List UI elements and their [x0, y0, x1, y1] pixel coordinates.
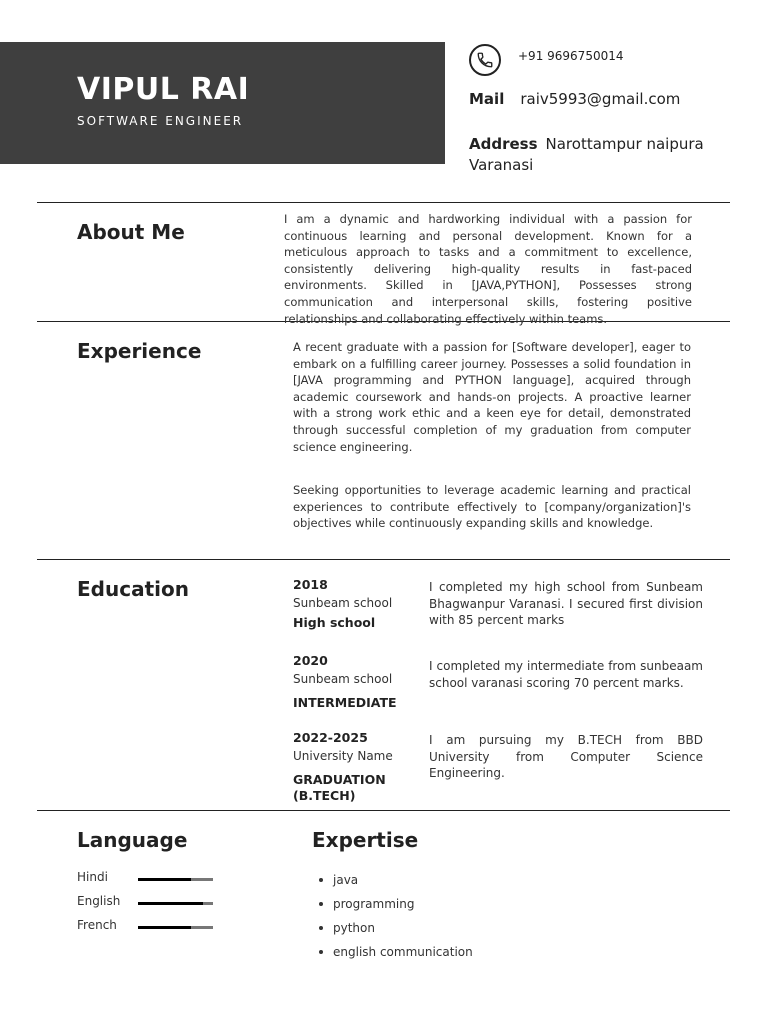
edu-school: Sunbeam school	[293, 672, 393, 686]
edu-year: 2020	[293, 653, 328, 668]
address-value: Narottampur naipura Varanasi	[469, 135, 704, 174]
language-level-fill	[138, 902, 203, 905]
candidate-name: VIPUL RAI	[77, 72, 250, 107]
phone-icon	[469, 44, 501, 76]
expertise-item: python	[333, 921, 375, 935]
expertise-item: english communication	[333, 945, 473, 959]
job-title: SOFTWARE ENGINEER	[77, 114, 244, 128]
bullet-icon	[319, 902, 323, 906]
edu-year: 2018	[293, 577, 328, 592]
edu-description: I am pursuing my B.TECH from BBD University from Computer Science Engineering.	[429, 733, 703, 780]
phone-glyph	[476, 51, 494, 69]
language-name: English	[77, 894, 121, 908]
about-title: About Me	[77, 220, 185, 244]
bullet-icon	[319, 950, 323, 954]
list-item	[319, 868, 473, 892]
language-level-fill	[138, 926, 191, 929]
language-level-fill	[138, 878, 191, 881]
list-item	[319, 892, 473, 916]
expertise-title: Expertise	[312, 828, 419, 852]
address-label: Address	[469, 135, 538, 153]
language-title: Language	[77, 828, 188, 852]
divider	[37, 202, 730, 203]
language-name: French	[77, 918, 117, 932]
phone-number: +91 9696750014	[518, 49, 624, 63]
divider	[37, 810, 730, 811]
experience-title: Experience	[77, 339, 202, 363]
mail-label: Mail	[469, 90, 505, 108]
edu-school: Sunbeam school	[293, 596, 393, 610]
bullet-icon	[319, 926, 323, 930]
edu-level: INTERMEDIATE	[293, 695, 397, 710]
address-row	[469, 134, 729, 176]
edu-level: High school	[293, 615, 376, 630]
experience-paragraph-1: A recent graduate with a passion for [Software developer], eager to embark on a fulfilling career journey. Possesses a solid foundation in [JAVA programming and PYTHON language], acquired through academic coursework and hands-on projects. A proactive learner with a strong work ethic and a keen eye for detail, demonstrated through successful completion of my graduation from computer science engineering.	[293, 340, 691, 454]
edu-level: GRADUATION (B.TECH)	[293, 772, 386, 803]
list-item	[319, 940, 473, 964]
edu-description: I completed my high school from Sunbeam Bhagwanpur Varanasi. I secured first division with 85 percent marks	[429, 580, 703, 627]
edu-year: 2022-2025	[293, 730, 368, 745]
expertise-list	[319, 868, 473, 964]
experience-paragraph-2: Seeking opportunities to leverage academic learning and practical experiences to contribute effectively to [company/organization]'s objectives while continuously expanding skills and knowledge.	[293, 483, 691, 531]
expertise-item: programming	[333, 897, 415, 911]
mail-row	[469, 90, 680, 108]
language-level-bar	[138, 926, 213, 929]
bullet-icon	[319, 878, 323, 882]
list-item	[319, 916, 473, 940]
language-level-bar	[138, 902, 213, 905]
edu-description: I completed my intermediate from sunbeaam school varanasi scoring 70 percent marks.	[429, 659, 703, 690]
mail-address: raiv5993@gmail.com	[520, 90, 681, 108]
edu-school: University Name	[293, 749, 393, 763]
divider	[37, 559, 730, 560]
language-name: Hindi	[77, 870, 108, 884]
education-title: Education	[77, 577, 189, 601]
language-level-bar	[138, 878, 213, 881]
about-text: I am a dynamic and hardworking individual with a passion for continuous learning and personal development. Known for a meticulous approach to tasks and a commitment to excellence, consistently delivering high-quality results in fast-paced environments. Skilled in [JAVA,PYTHON], Possesses strong communication and interpersonal skills, fostering positive relationships and collaborating effectively within teams.	[284, 212, 692, 326]
expertise-item: java	[333, 873, 359, 887]
